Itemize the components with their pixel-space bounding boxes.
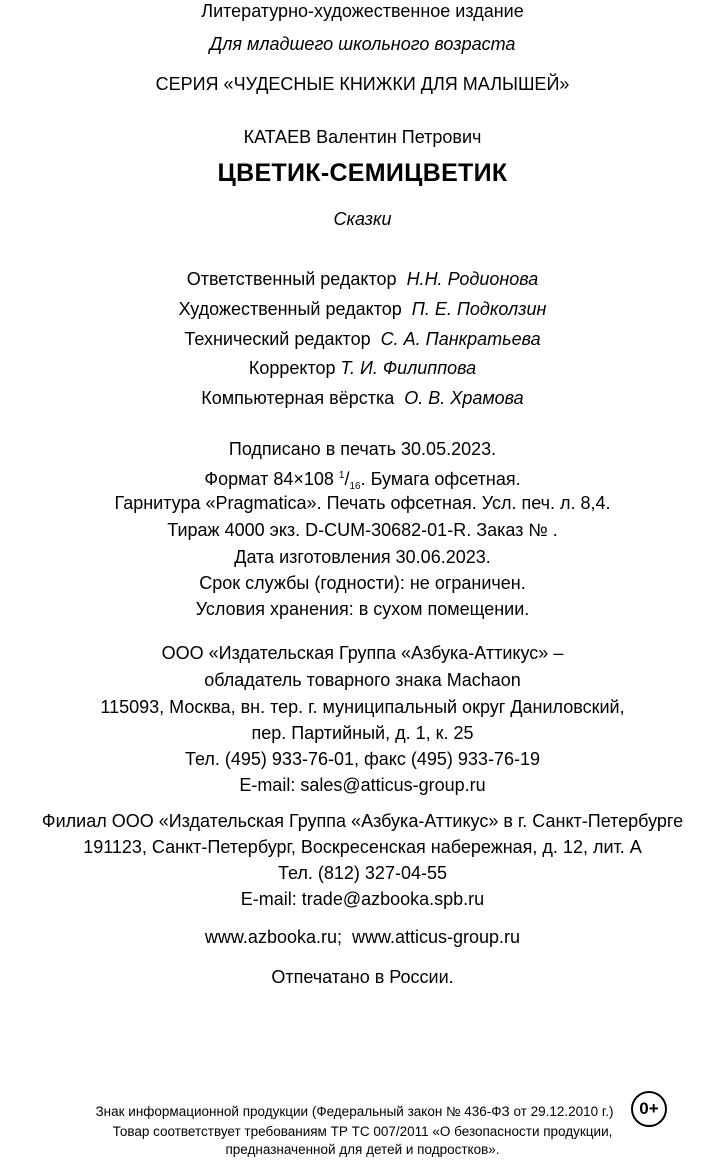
compliance-line-2: предназначенной для детей и подростков».: [225, 1142, 500, 1157]
print-shelf-life: Срок службы (годности): не ограничен.: [199, 573, 526, 593]
branch-name: Филиал ООО «Издательская Группа «Азбука-Аттикус» в г. Санкт-Петербурге: [41, 811, 684, 831]
credit-role: Компьютерная вёрстка: [201, 388, 395, 408]
publisher-phone: Тел. (495) 933-76-01, факс (495) 933-76-19: [185, 749, 540, 769]
credit-line: [0, 328, 725, 350]
credit-role: Корректор: [248, 358, 336, 378]
print-storage: Условия хранения: в сухом помещении.: [195, 599, 530, 619]
format-numerator: 1: [338, 470, 345, 481]
info-sign-note: Знак информационной продукции (Федеральный закон № 436-ФЗ от 29.12.2010 г.): [95, 1104, 614, 1119]
format-suffix: . Бумага офсетная.: [360, 469, 521, 489]
print-made-date: Дата изготовления 30.06.2023.: [234, 547, 491, 567]
credit-role: Ответственный редактор: [186, 269, 397, 289]
websites: www.azbooka.ru; www.atticus-group.ru: [204, 927, 521, 947]
age-rating-badge: 0+: [631, 1091, 667, 1127]
publisher-address-1: 115093, Москва, вн. тер. г. муниципальный округ Даниловский,: [100, 697, 625, 717]
author: КАТАЕВ Валентин Петрович: [243, 127, 482, 147]
credit-line: [0, 298, 725, 320]
series: СЕРИЯ «ЧУДЕСНЫЕ КНИЖКИ ДЛЯ МАЛЫШЕЙ»: [155, 74, 570, 94]
publisher-trademark: обладатель товарного знака Machaon: [204, 670, 521, 690]
credit-name: О. В. Храмова: [404, 388, 524, 408]
format-slash: /: [344, 469, 350, 489]
compliance-line-1: Товар соответствует требованиям ТР ТС 007/2011 «О безопасности продукции,: [112, 1124, 613, 1139]
branch-email: E-mail: trade@azbooka.spb.ru: [240, 889, 485, 909]
audience: Для младшего школьного возраста: [209, 34, 516, 54]
credit-name: П. Е. Подколзин: [411, 299, 547, 319]
format-prefix: Формат 84×108: [204, 469, 339, 489]
credit-line: [0, 268, 725, 290]
print-signed: Подписано в печать 30.05.2023.: [228, 439, 497, 459]
format-denominator: 16: [349, 481, 361, 492]
credit-name: Н.Н. Родионова: [406, 269, 539, 289]
print-run: Тираж 4000 экз. D-CUM-30682-01-R. Заказ № .: [167, 520, 558, 540]
credit-name: С. А. Панкратьева: [380, 329, 541, 349]
printed-in: Отпечатано в России.: [271, 967, 454, 987]
credit-role: Художественный редактор: [178, 299, 402, 319]
edition-type: Литературно-художественное издание: [201, 1, 524, 21]
book-title: ЦВЕТИК-СЕМИЦВЕТИК: [217, 159, 508, 187]
branch-phone: Тел. (812) 327-04-55: [278, 863, 447, 883]
publisher-address-2: пер. Партийный, д. 1, к. 25: [251, 723, 474, 743]
credit-role: Технический редактор: [184, 329, 371, 349]
credit-line: [0, 387, 725, 409]
credit-name: Т. И. Филиппова: [340, 358, 477, 378]
credit-line: [0, 357, 725, 379]
genre: Сказки: [333, 209, 392, 229]
branch-address: 191123, Санкт-Петербург, Воскресенская набережная, д. 12, лит. А: [83, 837, 642, 857]
publisher-name: ООО «Издательская Группа «Азбука-Аттикус» –: [161, 643, 564, 663]
publisher-email: E-mail: sales@atticus-group.ru: [239, 775, 486, 795]
print-typeface: Гарнитура «Pragmatica». Печать офсетная. Усл. печ. л. 8,4.: [114, 493, 611, 513]
